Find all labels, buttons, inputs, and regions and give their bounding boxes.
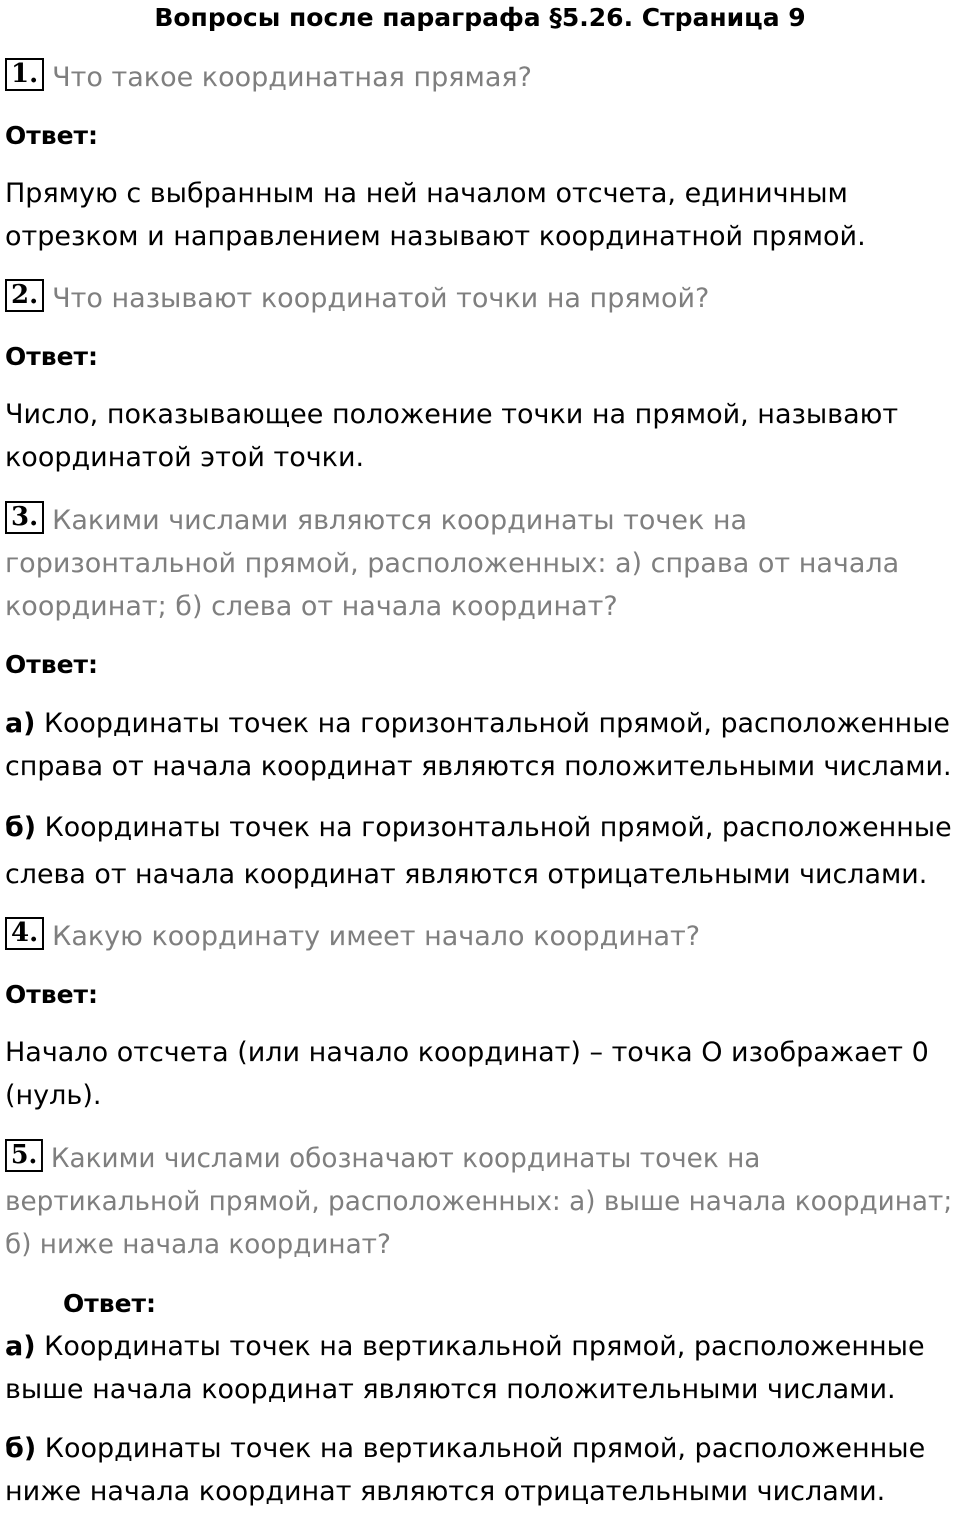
question-number-box: 3. — [5, 501, 44, 534]
question-text-line: Какими числами обозначают координаты точек на — [50, 1143, 761, 1174]
question-text-line: координат; б) слева от начала координат? — [5, 591, 618, 622]
question-text-line: Какую координату имеет начало координат? — [52, 921, 701, 952]
answer-text-line: координатой этой точки. — [5, 442, 365, 473]
answer-text-line: ниже начала координат являются отрицательными числами. — [5, 1476, 886, 1507]
answer-text-line: выше начала координат являются положительными числами. — [5, 1374, 896, 1405]
answer-text-line: Начало отсчета (или начало координат) – точка О изображает 0 — [5, 1037, 929, 1068]
question-3 — [5, 499, 899, 628]
answer-label: Ответ: — [5, 650, 99, 679]
answer-text-line: слева от начала координат являются отрицательными числами. — [5, 859, 928, 890]
question-text-line: Какими числами являются координаты точек на — [52, 505, 748, 536]
question-5 — [5, 1137, 952, 1266]
answer-2 — [5, 393, 898, 479]
answer-label: Ответ: — [5, 342, 99, 371]
question-text-line: Что называют координатой точки на прямой? — [52, 283, 710, 314]
answer-part-label: б) — [5, 1433, 37, 1464]
answer-text-line: Координаты точек на горизонтальной прямой, расположенные — [35, 708, 950, 739]
answer-text-line: Число, показывающее положение точки на прямой, называют — [5, 399, 899, 430]
answer-5b — [5, 1427, 925, 1513]
page-title: Вопросы после параграфа §5.26. Страница 9 — [154, 3, 806, 32]
question-2 — [5, 277, 709, 320]
answer-text-line: отрезком и направлением называют координатной прямой. — [5, 221, 866, 252]
answer-label: Ответ: — [5, 121, 99, 150]
question-1 — [5, 56, 532, 99]
answer-part-label: а) — [5, 708, 36, 739]
question-number-box: 1. — [5, 58, 44, 91]
answer-label: Ответ: — [5, 980, 99, 1009]
question-number-box: 4. — [5, 917, 44, 950]
answer-4 — [5, 1031, 929, 1117]
answer-5a — [5, 1325, 925, 1411]
question-text-line: б) ниже начала координат? — [5, 1229, 391, 1260]
question-number-box: 2. — [5, 279, 44, 312]
answer-part-label: а) — [5, 1331, 36, 1362]
answer-text-line: Координаты точек на вертикальной прямой, расположенные — [36, 1433, 926, 1464]
question-text-line: вертикальной прямой, расположенных: а) выше начала координат; — [5, 1186, 953, 1217]
question-text-line: горизонтальной прямой, расположенных: а) справа от начала — [5, 548, 900, 579]
answer-3b — [5, 804, 952, 898]
answer-text-line: (нуль). — [5, 1080, 102, 1111]
answer-text-line: справа от начала координат являются положительными числами. — [5, 751, 952, 782]
answer-3a — [5, 702, 952, 788]
answer-text-line: Координаты точек на горизонтальной прямой, расположенные — [36, 812, 952, 843]
answer-text-line: Прямую с выбранным на ней началом отсчета, единичным — [5, 178, 848, 209]
answer-1 — [5, 172, 866, 258]
answer-part-label: б) — [5, 812, 37, 843]
answer-text-line: Координаты точек на вертикальной прямой, расположенные — [35, 1331, 925, 1362]
question-number-box: 5. — [5, 1139, 43, 1172]
question-4 — [5, 915, 700, 958]
answer-label: Ответ: — [63, 1289, 157, 1318]
question-text-line: Что такое координатная прямая? — [52, 62, 532, 93]
